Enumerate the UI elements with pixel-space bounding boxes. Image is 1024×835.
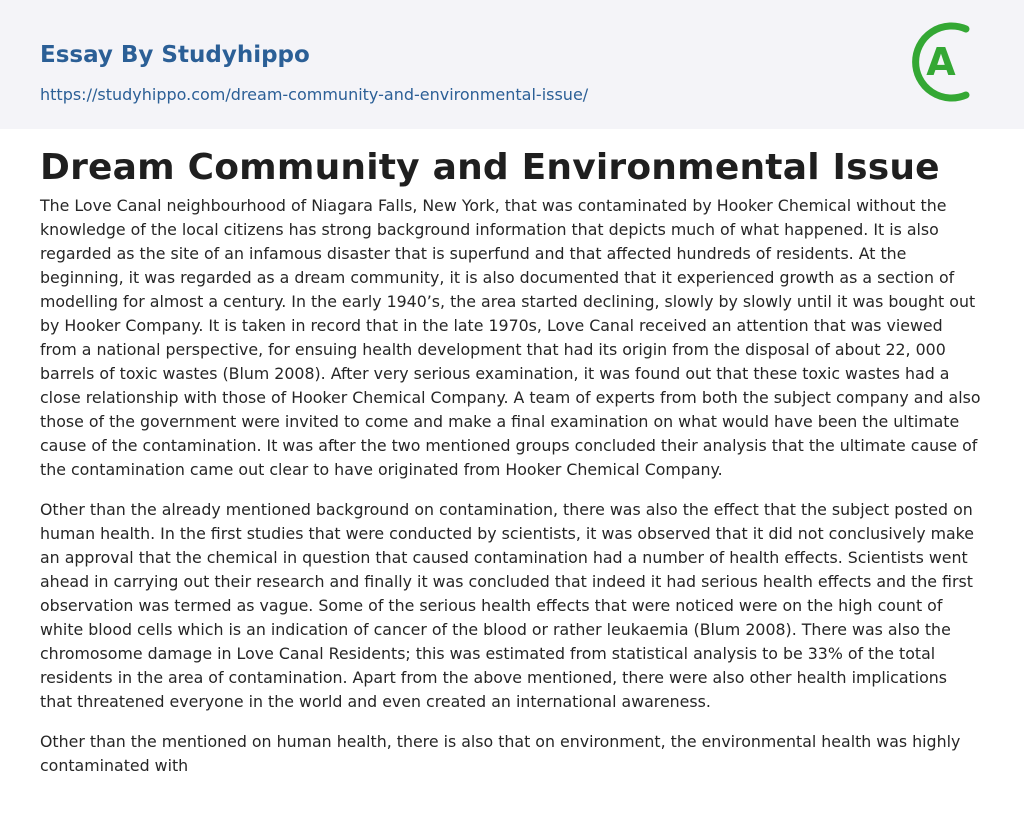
article-paragraph: Other than the already mentioned background on contamination, there was also the effect that the subject posted on human health. In the first studies that were conducted by scientists, it was observed that it did not conclusively make an approval that the chemical in question that caused contamination had a number of health effects. Scientists went ahead in carrying out their research and finally it was concluded that indeed it had serious health effects and the first observation was termed as vague. Some of the serious health effects that were noticed were on the high count of white blood cells which is an indication of cancer of the blood or rather leukaemia (Blum 2008). There was also the chromosome damage in Love Canal Residents; this was estimated from statistical analysis to be 33% of the total residents in the area of contamination. Apart from the above mentioned, there were also other health implications that threatened everyone in the world and even created an international awareness. [40, 500, 974, 711]
article-paragraph: The Love Canal neighbourhood of Niagara Falls, New York, that was contaminated by Hooker Chemical without the knowledge of the local citizens has strong background information that depicts much of what happened. It is also regarded as the site of an infamous disaster that is superfund and that affected hundreds of residents. At the beginning, it was regarded as a dream community, it is also documented that it experienced growth as a section of modelling for almost a century. In the early 1940’s, the area started declining, slowly by slowly until it was bought out by Hooker Company. It is taken in record that in the late 1970s, Love Canal received an attention that was viewed from a national perspective, for ensuing health development that had its origin from the disposal of about 22, 000 barrels of toxic wastes (Blum 2008). After very serious examination, it was found out that these toxic wastes had a close relationship with those of Hooker Chemical Company. A team of experts from both the subject company and also those of the government were invited to come and make a final examination on what would have been the ultimate cause of the contamination. It was after the two mentioned groups concluded their analysis that the ultimate cause of the contamination came out clear to have originated from Hooker Chemical Company. [40, 196, 981, 479]
article-body [40, 194, 984, 794]
logo-letter: A [926, 40, 956, 84]
article-paragraph: Other than the mentioned on human health, there is also that on environment, the environmental health was highly contaminated with [40, 732, 961, 775]
site-brand[interactable]: Essay By Studyhippo [40, 42, 310, 68]
essay-url-link[interactable]: https://studyhippo.com/dream-community-and-environmental-issue/ [40, 85, 589, 104]
page-title: Dream Community and Environmental Issue [40, 147, 940, 188]
